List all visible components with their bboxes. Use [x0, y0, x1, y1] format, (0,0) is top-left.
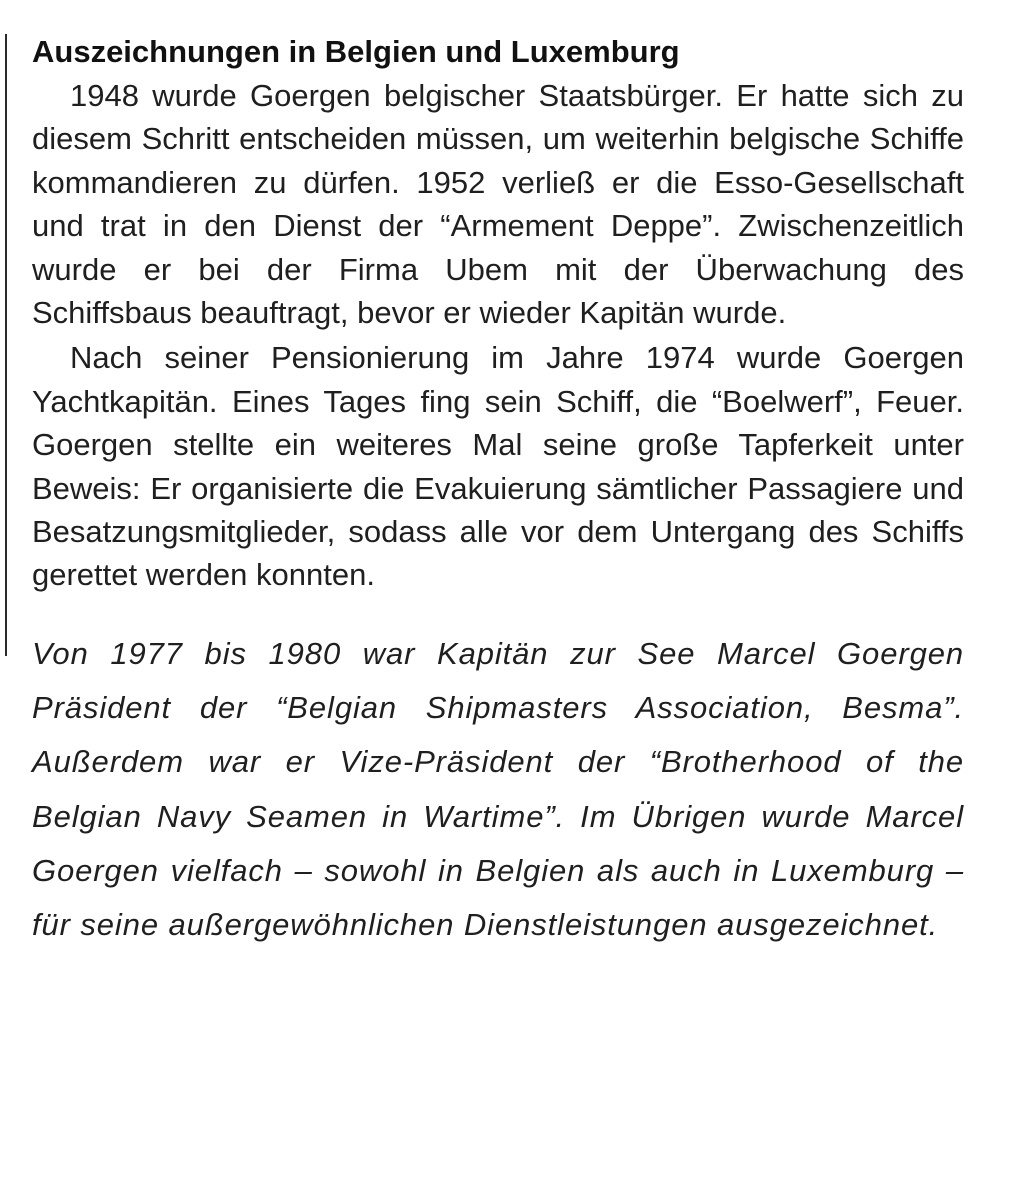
margin-rule: [5, 34, 7, 656]
text-column: [32, 30, 964, 953]
body-paragraph-1: 1948 wurde Goergen belgischer Staatsbürger. Er hatte sich zu diesem Schritt entscheiden müssen, um weiterhin belgische Schiffe kommandieren zu dürfen. 1952 verließ er die Esso-Gesellschaft und trat in den Dienst der “Armement Deppe”. Zwischenzeitlich wurde er bei der Firma Ubem mit der Überwachung des Schiffsbaus beauftragt, bevor er wieder Kapitän wurde.: [32, 78, 964, 331]
section-heading: Auszeichnungen in Belgien und Luxemburg: [32, 34, 680, 69]
body-paragraph-2: Nach seiner Pensionierung im Jahre 1974 wurde Goergen Yachtkapitän. Eines Tages fing sein Schiff, die “Boelwerf”, Feuer. Goergen stellte ein weiteres Mal seine große Tapferkeit unter Beweis: Er organisierte die Evakuierung sämtlicher Passagiere und Besatzungsmitglieder, sodass alle vor dem Untergang des Schiffs gerettet werden konnten.: [32, 340, 964, 593]
italic-paragraph: Von 1977 bis 1980 war Kapitän zur See Marcel Goergen Präsident der “Belgian Shipmasters Association, Besma”. Außerdem war er Vize-Präsident der “Brotherhood of the Belgian Navy Seamen in Wartime”. Im Übrigen wurde Marcel Goergen vielfach – sowohl in Belgien als auch in Luxemburg – für seine außergewöhnlichen Dienstleistungen ausgezeichnet.: [32, 635, 964, 943]
